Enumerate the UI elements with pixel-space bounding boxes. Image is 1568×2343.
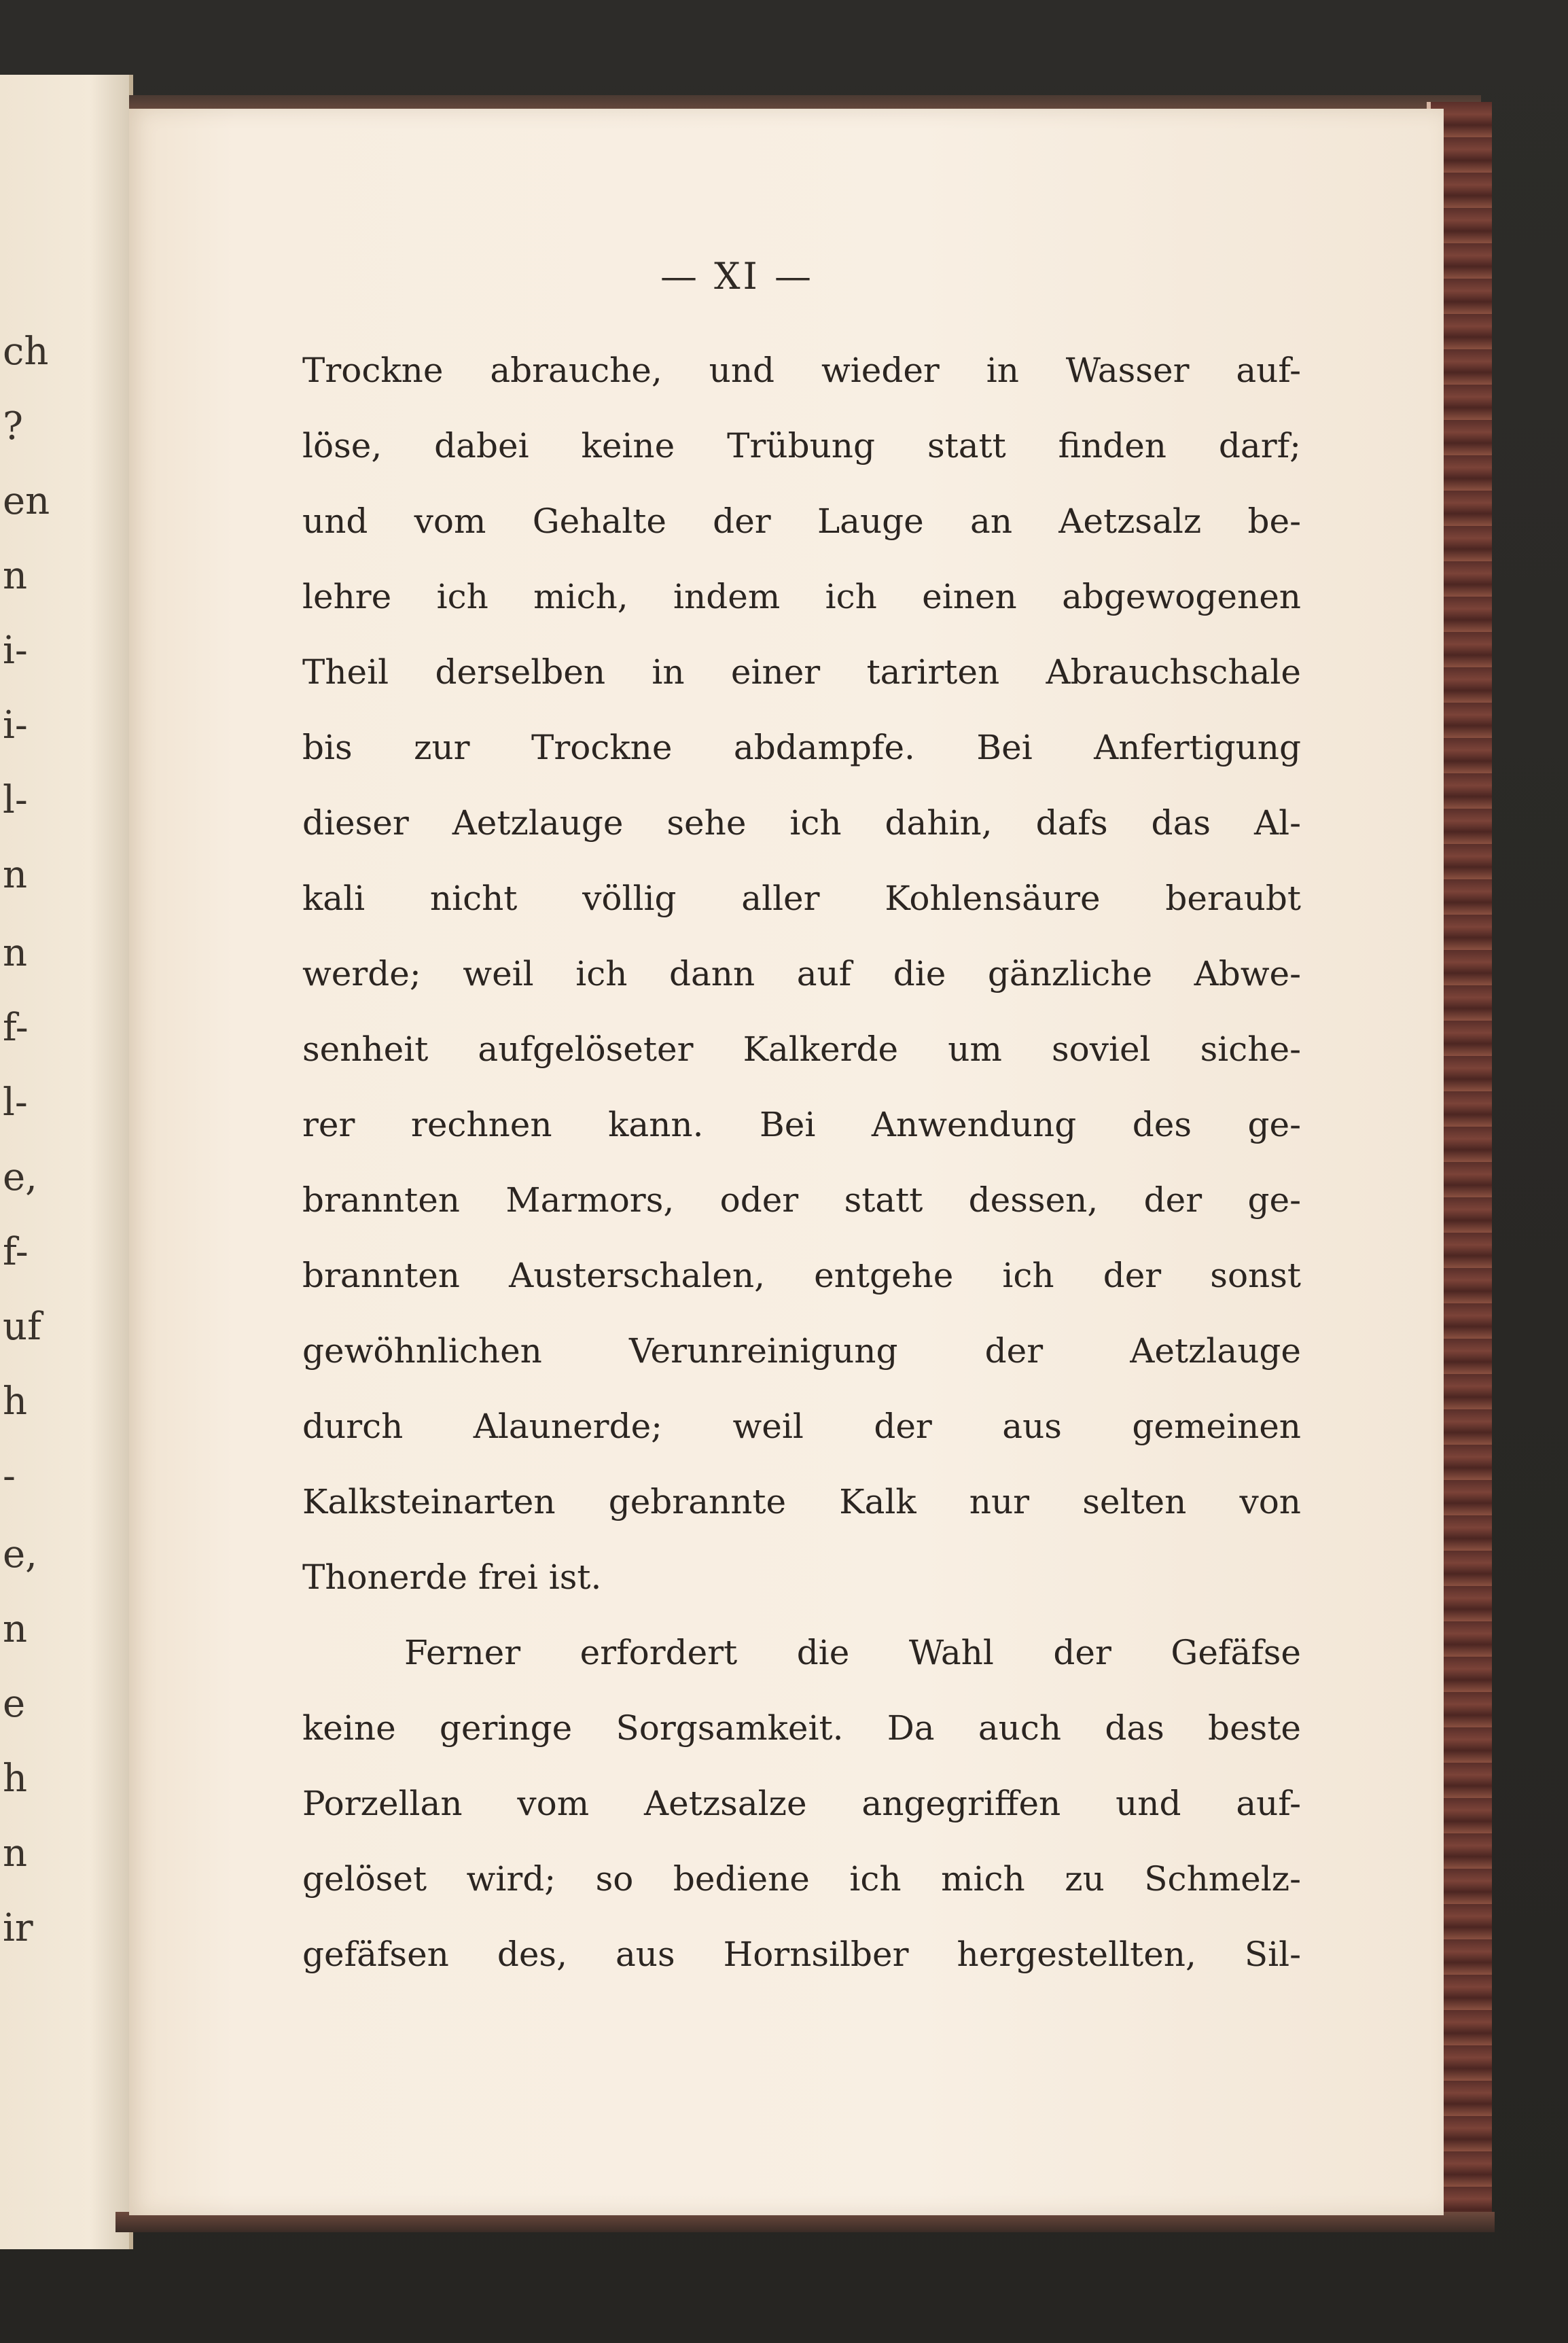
margin-fragment: h — [3, 1379, 28, 1424]
paragraph-first-line: Ferner erfordert die Wahl der Gefäfse — [404, 1633, 1301, 1672]
text-line: gewöhnlichen Verunreinigung der Aetzlauge — [302, 1331, 1301, 1371]
margin-fragment: ch — [3, 330, 49, 374]
margin-fragment: i- — [3, 703, 28, 747]
margin-fragment: i- — [3, 629, 28, 673]
previous-page-edge — [0, 75, 133, 2249]
text-line: dieser Aetzlauge sehe ich dahin, dafs das Al- — [302, 803, 1301, 843]
book-page — [129, 109, 1444, 2215]
margin-fragment: n — [3, 554, 28, 598]
margin-fragment: - — [3, 1454, 16, 1498]
page-number: — XI — — [660, 255, 815, 298]
text-line: werde; weil ich dann auf die gänzliche Abwe- — [302, 954, 1301, 993]
text-line: senheit aufgelöseter Kalkerde um soviel siche- — [302, 1029, 1301, 1069]
margin-fragment: f- — [3, 1006, 29, 1050]
text-line: keine geringe Sorgsamkeit. Da auch das beste — [302, 1708, 1301, 1748]
margin-fragment: n — [3, 931, 28, 975]
margin-fragment: ir — [3, 1906, 33, 1950]
text-line: rer rechnen kann. Bei Anwendung des ge- — [302, 1105, 1301, 1144]
text-line: und vom Gehalte der Lauge an Aetzsalz be- — [302, 501, 1301, 541]
text-line: Trockne abrauche, und wieder in Wasser auf- — [302, 351, 1301, 390]
margin-fragment: n — [3, 1831, 28, 1875]
margin-fragment: e — [3, 1682, 26, 1726]
margin-fragment: e, — [3, 1155, 37, 1199]
margin-fragment: f- — [3, 1230, 29, 1274]
body-text — [302, 333, 1301, 1992]
margin-fragment: l- — [3, 1080, 28, 1125]
text-line: lehre ich mich, indem ich einen abgewogenen — [302, 577, 1301, 616]
text-line: brannten Austerschalen, entgehe ich der sonst — [302, 1256, 1301, 1295]
margin-fragment: n — [3, 1607, 28, 1651]
margin-fragment: e, — [3, 1532, 37, 1576]
text-line: durch Alaunerde; weil der aus gemeinen — [302, 1407, 1301, 1446]
text-line: bis zur Trockne abdampfe. Bei Anfertigung — [302, 728, 1301, 767]
text-line: löse, dabei keine Trübung statt finden darf; — [302, 426, 1301, 465]
text-line: Theil derselben in einer tarirten Abrauchschale — [302, 652, 1301, 692]
margin-fragment: en — [3, 479, 50, 523]
text-line: Kalksteinarten gebrannte Kalk nur selten von — [302, 1482, 1301, 1521]
margin-fragment: ? — [3, 404, 24, 448]
text-line: Porzellan vom Aetzsalze angegriffen und auf- — [302, 1784, 1301, 1823]
margin-fragment: h — [3, 1757, 28, 1801]
text-line: gefäfsen des, aus Hornsilber hergestellten, Sil- — [302, 1935, 1301, 1974]
text-line: gelöset wird; so bediene ich mich zu Schmelz- — [302, 1859, 1301, 1899]
text-line: brannten Marmors, oder statt dessen, der ge- — [302, 1180, 1301, 1220]
text-line: kali nicht völlig aller Kohlensäure beraubt — [302, 879, 1301, 918]
margin-fragment: uf — [3, 1305, 41, 1349]
margin-fragment: n — [3, 853, 28, 897]
margin-fragment: l- — [3, 778, 28, 822]
paragraph-last-line: Thonerde frei ist. — [302, 1557, 602, 1597]
